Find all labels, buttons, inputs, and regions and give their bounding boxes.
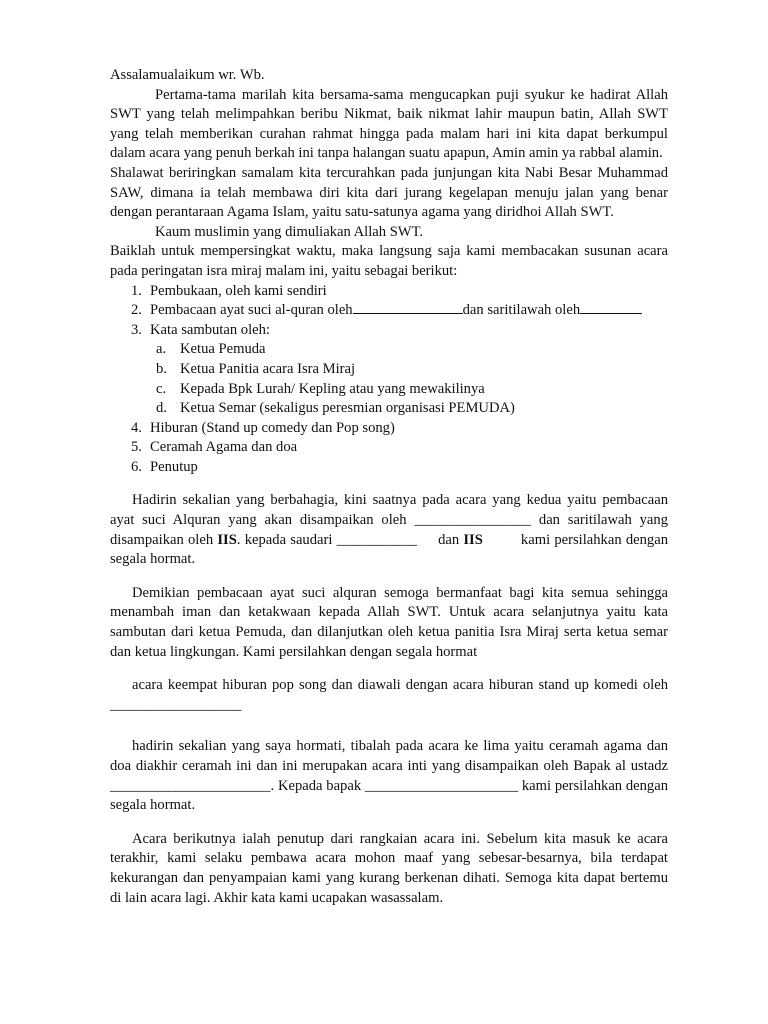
paragraph-opening: Pertama-tama marilah kita bersama-sama mengucapkan puji syukur ke hadirat Allah SWT yang telah melimpahkan beribu Nikmat, baik nikmat lahir maupun batin, Allah SWT yang telah memberikan curahan rahmat hingga pada malam hari ini kita dapat berkumpul dalam acara yang penuh berkah ini tanpa halangan suatu apapun, Amin amin ya rabbal alamin. [110,86,668,162]
agenda-number: 5. [131,439,142,456]
agenda-text: Pembukaan, oleh kami sendiri [150,282,327,299]
agenda-number: 1. [131,282,142,299]
agenda-number: 3. [131,321,142,338]
paragraph-text: . kepada saudari ___________ dan [236,531,464,548]
agenda-item [110,438,668,458]
blank-line [580,301,642,314]
agenda-subitem [150,380,668,400]
name-emphasis: IIS [463,531,483,548]
agenda-sublist [150,340,668,418]
agenda-letter: b. [156,360,167,377]
agenda-text: Pembacaan ayat suci al-quran oleh [150,302,353,319]
paragraph-text: kami persilahkan dengan segala hormat. [110,531,672,568]
agenda-item [110,458,668,478]
agenda-subtext: Ketua Semar (sekaligus peresmian organisasi PEMUDA) [180,400,515,417]
agenda-number: 2. [131,302,142,319]
document-body [110,66,672,908]
blank-line [353,301,463,314]
agenda-text: Hiburan (Stand up comedy dan Pop song) [150,419,395,436]
paragraph-entertainment: acara keempat hiburan pop song dan diawali dengan acara hiburan stand up komedi oleh __________________ [110,677,668,713]
agenda-subtext: Kepada Bpk Lurah/ Kepling atau yang mewakilinya [180,380,485,397]
agenda-letter: a. [156,341,167,358]
paragraph-speeches: Demikian pembacaan ayat suci alquran semoga bermanfaat bagi kita semua sehingga menambah iman dan ketakwaan kepada Allah SWT. Untuk acara selanjutnya yaitu kata sambutan dari ketua Pemuda, dan dilanjutkan oleh ketua panitia Isra Miraj serta ketua semar dan ketua lingkungan. Kami persilahkan dengan segala hormat [110,584,668,660]
agenda-letter: c. [156,380,167,397]
agenda-subtext: Ketua Panitia acara Isra Miraj [180,360,356,377]
agenda-text: Penutup [150,458,198,475]
greeting: Assalamualaikum wr. Wb. [110,67,265,83]
agenda-text: Kata sambutan oleh: [150,321,270,338]
paragraph-quran-reading [110,491,672,569]
agenda-letter: d. [156,400,167,417]
agenda-subitem [150,399,668,419]
paragraph-shalawat: Shalawat beriringkan samalam kita tercurahkan pada junjungan kita Nabi Besar Muhammad SAW, dimana ia telah membawa diri kita dari jurang kegelapan menuju jalan yang benar dengan perantaraan Agama Islam, yaitu satu-satunya agama yang diridhoi Allah SWT. [110,164,668,221]
agenda-item [110,282,668,302]
paragraph-intro-agenda: Baiklah untuk mempersingkat waktu, maka langsung saja kami membacakan susunan acara pada peringatan isra miraj malam ini, yaitu sebagai berikut: [110,243,668,279]
agenda-number: 6. [131,458,142,475]
agenda-subtext: Ketua Pemuda [180,341,266,358]
paragraph-closing: Acara berikutnya ialah penutup dari rangkaian acara ini. Sebelum kita masuk ke acara terakhir, kami selaku pembawa acara mohon maaf yang sebesar-besarnya, bila terdapat kekurangan dan penyampaian kami yang kurang berkenan dihati. Semoga kita dapat bertemu di lain acara lagi. Akhir kata kami ucapakan wasassalam. [110,830,668,906]
agenda-text: dan saritilawah oleh [462,302,581,319]
agenda-item [110,301,668,321]
agenda-item [110,419,668,439]
agenda-subitem [150,340,668,360]
agenda-subitem [150,360,668,380]
paragraph-address: Kaum muslimin yang dimuliakan Allah SWT. [155,223,424,240]
agenda-item [110,321,668,419]
paragraph-sermon: hadirin sekalian yang saya hormati, tibalah pada acara ke lima yaitu ceramah agama dan doa diakhir ceramah ini dan ini merupakan acara inti yang disampaikan oleh Bapak al ustadz ______________________. Kepada bapak _____________________ kami persilahkan dengan segala hormat. [110,738,668,814]
agenda-text: Ceramah Agama dan doa [150,439,298,456]
agenda-number: 4. [131,419,142,436]
name-emphasis: IIS [217,531,237,548]
paragraph-text: Hadirin sekalian yang berbahagia, kini saatnya pada acara yang kedua yaitu pembacaan ayat suci Alquran yang akan disampaikan oleh ________________ dan saritilawah yang disampaikan oleh [110,492,668,548]
agenda-list [110,282,668,478]
